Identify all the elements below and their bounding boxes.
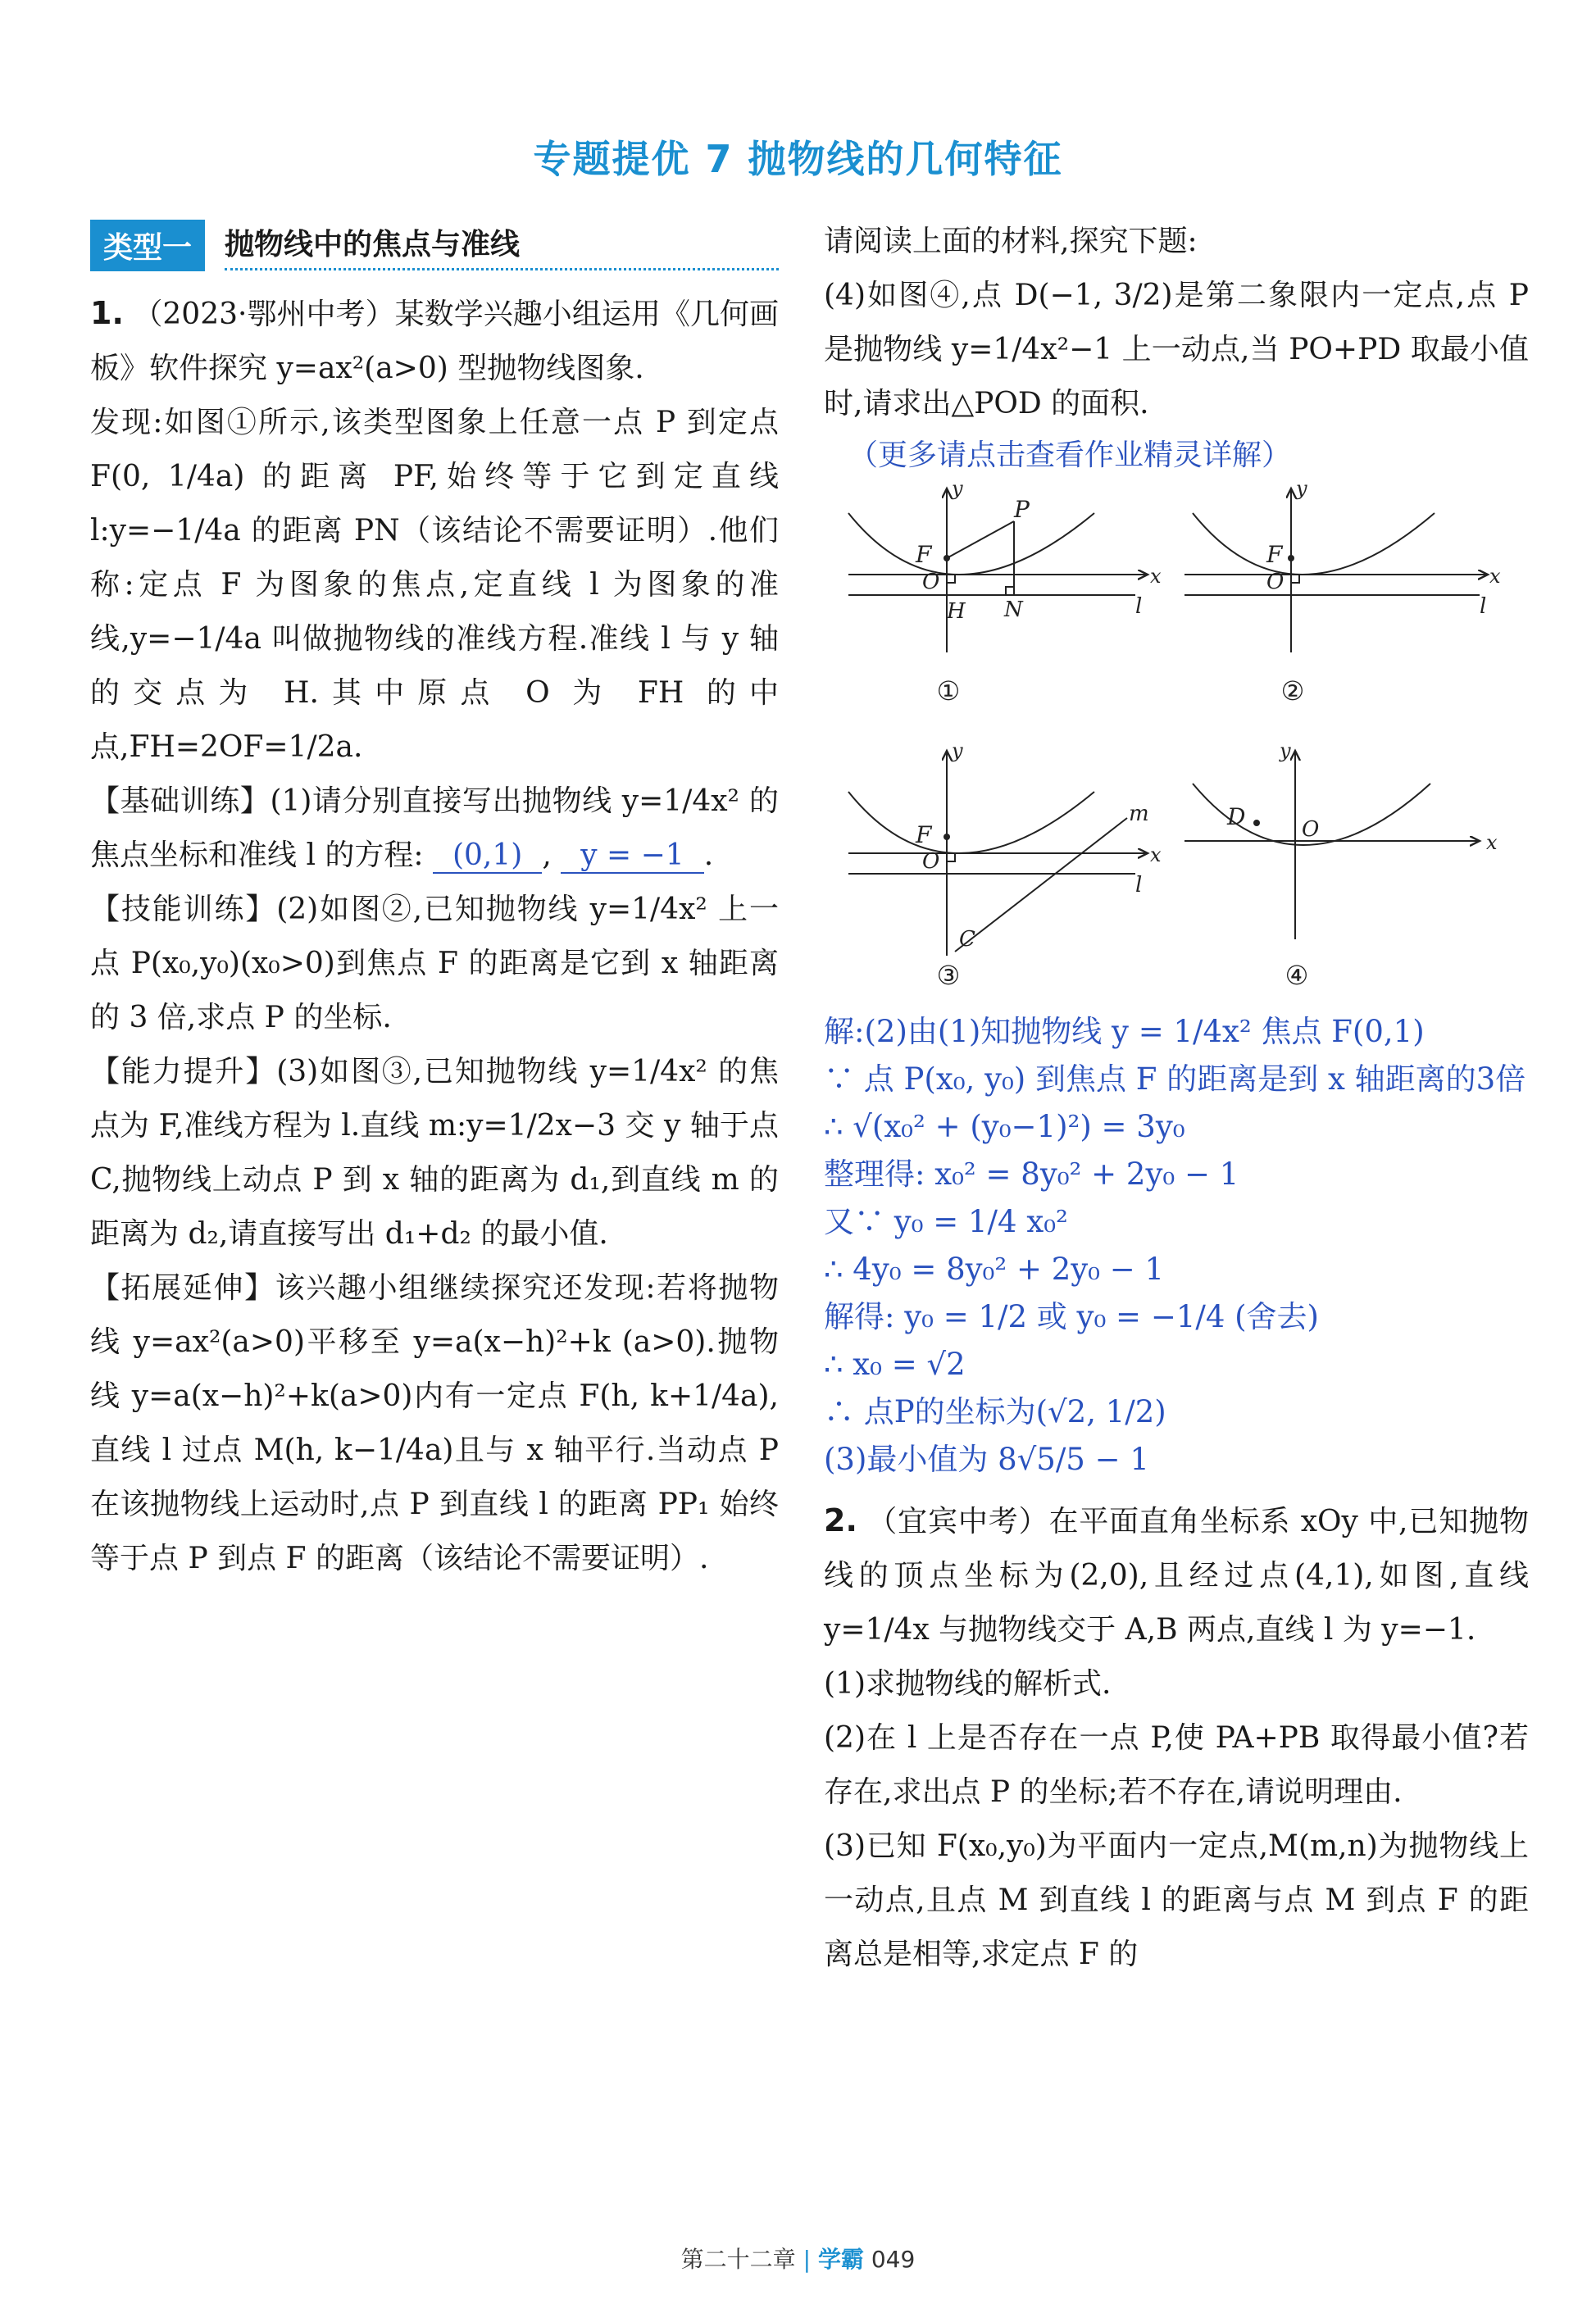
- q2-part3: (3)已知 F(x₀,y₀)为平面内一定点,M(m,n)为抛物线上一动点,且点 M 到直线 l 的距离与点 M 到点 F 的距离总是相等,求定点 F 的: [824, 1829, 1529, 1971]
- solution-line: (3)最小值为 8√5/5 − 1: [824, 1442, 1149, 1477]
- q1-ability: 【能力提升】(3)如图③,已知抛物线 y=1/4x² 的焦点为 F,准线方程为 l.直线 m:y=1/2x−3 交 y 轴于点 C,抛物线上动点 P 到 x 轴的距离为 d₁,到直线 m 的距离为 d₂,请直接写出 d₁+d₂ 的最小值.: [90, 1055, 779, 1251]
- q1-discovery: 发现:如图①所示,该类型图象上任意一点 P 到定点 F(0, 1/4a) 的距离 PF,始终等于它到定直线 l:y=−1/4a 的距离 PN（该结论不需要证明）.他们称:定点 F 为图象的焦点,定直线 l 为图象的准线,y=−1/4a 叫做抛物线的准线方程.准线 l 与 y 轴的交点为 H.其中原点 O 为 FH 的中点,FH=2OF=1/2a.: [90, 406, 779, 764]
- figure-3: [848, 751, 1148, 956]
- page-title: 专题提优 7 抛物线的几何特征: [533, 137, 1063, 181]
- q1-basic-text: 【基础训练】(1)请分别直接写出抛物线 y=1/4x² 的焦点坐标和准线 l 的方程:: [90, 784, 779, 872]
- svg-text:y: y: [952, 739, 963, 762]
- svg-text:F: F: [1266, 541, 1283, 568]
- solution-line: 整理得: x₀² = 8y₀² + 2y₀ − 1: [824, 1156, 1239, 1192]
- footer-brand: 学霸: [817, 2246, 864, 2273]
- svg-text:F: F: [916, 821, 932, 848]
- q1-number: 1.: [90, 295, 124, 331]
- svg-text:P: P: [1014, 496, 1030, 523]
- svg-text:N: N: [1004, 598, 1023, 622]
- svg-text:x: x: [1489, 565, 1501, 588]
- fig-label-2: ②: [1280, 675, 1305, 707]
- solution-line: ∴ 4y₀ = 8y₀² + 2y₀ − 1: [824, 1252, 1165, 1287]
- svg-text:l: l: [1480, 594, 1487, 619]
- q2-part1: (1)求抛物线的解析式.: [824, 1667, 1112, 1701]
- svg-text:m: m: [1129, 802, 1149, 826]
- type-title: 抛物线中的焦点与准线: [225, 221, 779, 270]
- svg-text:y: y: [952, 480, 963, 500]
- type-badge: 类型一: [90, 220, 205, 271]
- svg-text:F: F: [916, 541, 932, 568]
- solution-line: 解:(2)由(1)知抛物线 y = 1/4x² 焦点 F(0,1): [824, 1014, 1425, 1049]
- q1-intro: [90, 286, 779, 396]
- svg-text:O: O: [922, 570, 940, 594]
- q1-part4: (4)如图④,点 D(−1, 3/2)是第二象限内一定点,点 P 是抛物线 y=1/4x²−1 上一动点,当 PO+PD 取最小值时,请求出△POD 的面积.: [824, 279, 1529, 420]
- svg-text:x: x: [1486, 831, 1498, 854]
- fig-label-4: ④: [1285, 960, 1309, 991]
- solution-line: ∴ x₀ = √2: [824, 1347, 966, 1382]
- page-footer: 第二十二章 | 学霸 049: [680, 2246, 916, 2273]
- figure-1: [848, 489, 1148, 652]
- svg-text:x: x: [1150, 565, 1162, 588]
- svg-text:O: O: [1302, 817, 1320, 842]
- q2-line-0: （宜宾中考）在平面直角坐标系 xOy 中,已知抛物线的顶点坐标为(2,0),且经过点(4,1),如图,直线 y=1/4x 与抛物线交于 A,B 两点,直线 l 为 y=−1.: [824, 1505, 1529, 1647]
- solution-line: ∴ √(x₀² + (y₀−1)²) = 3y₀: [824, 1109, 1185, 1144]
- figure-2: [1184, 489, 1488, 652]
- fig-label-3: ③: [936, 960, 961, 991]
- right-column: [824, 215, 1529, 1982]
- svg-text:y: y: [1280, 739, 1291, 762]
- left-column: [90, 220, 779, 1586]
- q2-intro: [824, 1493, 1529, 1657]
- svg-text:O: O: [1266, 570, 1285, 594]
- page-number: 049: [871, 2246, 916, 2273]
- footer-chapter: 第二十二章: [680, 2246, 796, 2273]
- svg-text:x: x: [1150, 843, 1162, 866]
- q1-basic: 【基础训练】(1)请分别直接写出抛物线 y=1/4x² 的焦点坐标和准线 l 的方程: (0,1) , y = −1 .: [90, 784, 779, 872]
- solution-line: 解得: y₀ = 1/2 或 y₀ = −1/4 (舍去): [824, 1299, 1319, 1334]
- answer-directrix: y = −1: [561, 838, 703, 874]
- q1-line-0: （2023·鄂州中考）某数学兴趣小组运用《几何画板》软件探究 y=ax²(a>0) 型抛物线图象.: [90, 298, 779, 385]
- figures: [824, 480, 1529, 1005]
- svg-text:l: l: [1135, 594, 1143, 619]
- q1-extend: 【拓展延伸】该兴趣小组继续探究还发现:若将抛物线 y=ax²(a>0)平移至 y=a(x−h)²+k (a>0).抛物线 y=a(x−h)²+k(a>0)内有一定点 F(h, k+1/4a),直线 l 过点 M(h, k−1/4a)且与 x 轴平行.当动点 P 在该抛物线上运动时,点 P 到直线 l 的距离 PP₁ 始终等于点 P 到点 F 的距离（该结论不需要证明）.: [90, 1271, 779, 1575]
- svg-text:O: O: [922, 849, 940, 874]
- figure-4: [1184, 751, 1480, 939]
- solution-line: 又∵ y₀ = 1/4 x₀²: [824, 1204, 1068, 1239]
- solution-block: [824, 1008, 1529, 1484]
- svg-text:H: H: [947, 599, 966, 624]
- answer-focus: (0,1): [433, 838, 542, 874]
- q2-part2: (2)在 l 上是否存在一点 P,使 PA+PB 取得最小值?若存在,求出点 P 的坐标;若不存在,请说明理由.: [824, 1721, 1529, 1809]
- type-header: [90, 220, 779, 271]
- fig-label-1: ①: [936, 675, 961, 707]
- read-intro: 请阅读上面的材料,探究下题:: [824, 225, 1198, 258]
- q1-skill: 【技能训练】(2)如图②,已知抛物线 y=1/4x² 上一点 P(x₀,y₀)(x₀>0)到焦点 F 的距离是它到 x 轴距离的 3 倍,求点 P 的坐标.: [90, 893, 779, 1034]
- see-more-link[interactable]: （更多请点击查看作业精灵详解）: [848, 439, 1292, 472]
- q2-number: 2.: [824, 1502, 857, 1538]
- solution-line: ∴ 点P的坐标为(√2, 1/2): [824, 1394, 1166, 1429]
- svg-text:l: l: [1135, 873, 1143, 897]
- svg-text:y: y: [1296, 480, 1307, 500]
- svg-text:D: D: [1227, 803, 1246, 830]
- svg-text:C: C: [959, 927, 975, 952]
- solution-line: ∵ 点 P(x₀, y₀) 到焦点 F 的距离是到 x 轴距离的3倍: [824, 1061, 1526, 1097]
